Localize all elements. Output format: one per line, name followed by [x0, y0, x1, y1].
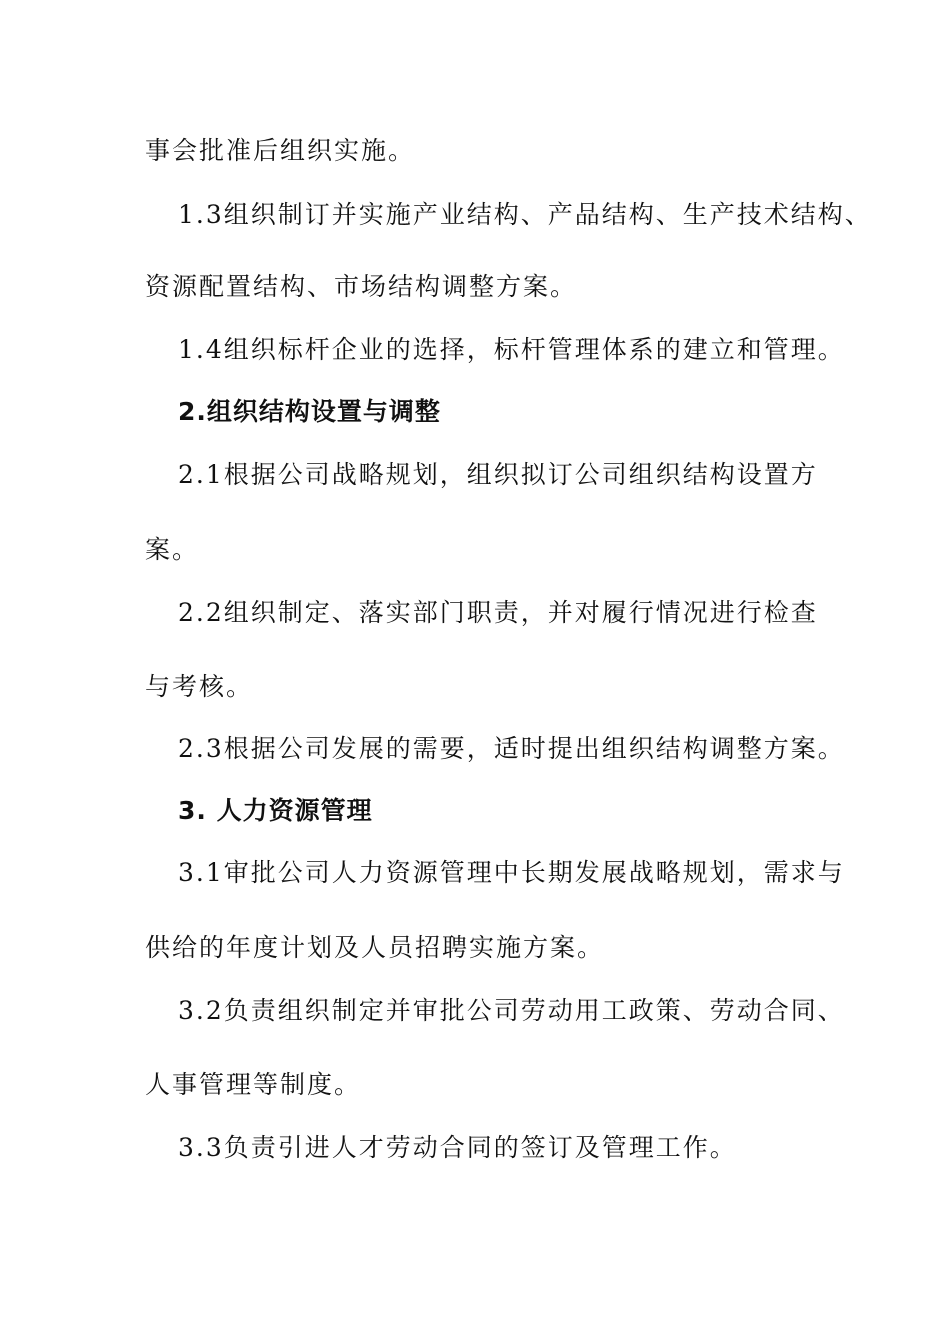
section-heading: 3. 人力资源管理: [178, 796, 373, 825]
body-text-line: 资源配置结构、市场结构调整方案。: [145, 272, 578, 301]
body-text-line: 2.1根据公司战略规划，组织拟订公司组织结构设置方: [178, 460, 818, 489]
body-text-line: 3.1审批公司人力资源管理中长期发展战略规划，需求与: [178, 858, 845, 887]
body-text-line: 人事管理等制度。: [145, 1070, 362, 1099]
body-text-line: 1.3组织制订并实施产业结构、产品结构、生产技术结构、: [178, 200, 872, 229]
section-heading: 2.组织结构设置与调整: [178, 397, 441, 426]
body-text-line: 2.2组织制定、落实部门职责，并对履行情况进行检查: [178, 598, 818, 627]
body-text-line: 事会批准后组织实施。: [145, 136, 416, 165]
body-text-line: 案。: [145, 535, 200, 564]
body-text-line: 3.2负责组织制定并审批公司劳动用工政策、劳动合同、: [178, 996, 845, 1025]
body-text-line: 供给的年度计划及人员招聘实施方案。: [145, 933, 605, 962]
body-text-line: 与考核。: [145, 672, 254, 701]
body-text-line: 1.4组织标杆企业的选择，标杆管理体系的建立和管理。: [178, 335, 845, 364]
body-text-line: 2.3根据公司发展的需要，适时提出组织结构调整方案。: [178, 734, 845, 763]
body-text-line: 3.3负责引进人才劳动合同的签订及管理工作。: [178, 1133, 737, 1162]
